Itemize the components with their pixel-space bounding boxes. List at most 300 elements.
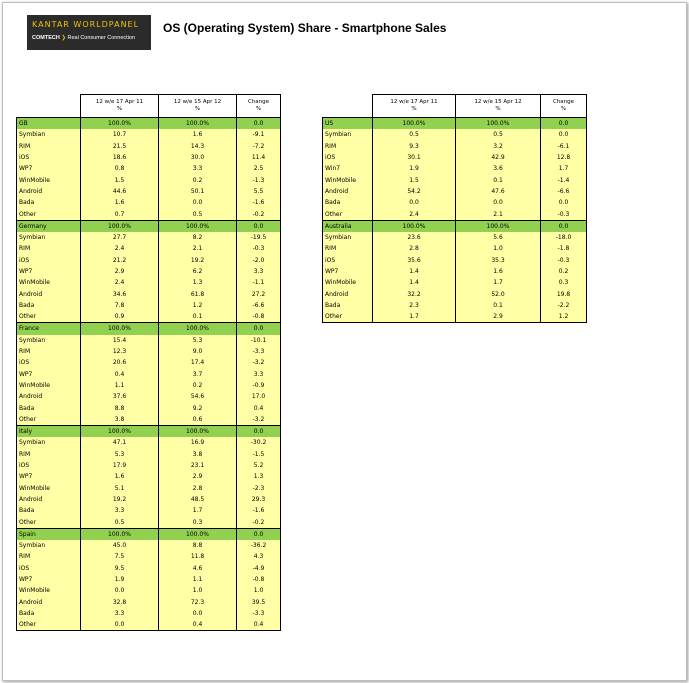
- table-row: [17, 608, 281, 619]
- os-name: Android: [17, 596, 81, 607]
- os-name: Other: [17, 619, 81, 631]
- share-cell: 35.6: [373, 255, 456, 266]
- table-row: [323, 288, 587, 299]
- logo-subline: [32, 35, 135, 41]
- share-cell: 1.7: [159, 505, 237, 516]
- country-total-row: [17, 528, 281, 540]
- share-cell: 2.8: [373, 243, 456, 254]
- share-cell: 17.4: [159, 357, 237, 368]
- share-cell: 2.3: [373, 300, 456, 311]
- change-cell: -2.0: [237, 255, 281, 266]
- share-cell: 2.4: [81, 243, 159, 254]
- country-name: Spain: [17, 528, 81, 540]
- change-cell: 19.8: [541, 288, 587, 299]
- change-cell: -3.2: [237, 414, 281, 426]
- country-total-row: [17, 426, 281, 438]
- os-name: WinMobile: [17, 174, 81, 185]
- share-cell: 37.6: [81, 391, 159, 402]
- share-cell: 0.5: [373, 129, 456, 140]
- os-name: Android: [17, 186, 81, 197]
- table-row: [17, 255, 281, 266]
- change-cell: -0.8: [237, 574, 281, 585]
- share-cell: 0.2: [159, 174, 237, 185]
- total-cell: 100.0%: [81, 528, 159, 540]
- chevron-right-icon: ❯: [61, 35, 66, 41]
- table-row: [17, 346, 281, 357]
- share-cell: 5.1: [81, 483, 159, 494]
- share-cell: 30.0: [159, 152, 237, 163]
- change-cell: -0.2: [237, 208, 281, 220]
- share-cell: 0.1: [456, 300, 541, 311]
- share-cell: 1.6: [81, 197, 159, 208]
- os-name: iOS: [323, 152, 373, 163]
- share-cell: 4.6: [159, 563, 237, 574]
- share-cell: 1.6: [456, 266, 541, 277]
- share-cell: 0.4: [81, 369, 159, 380]
- country-total-row: [17, 323, 281, 335]
- os-name: Bada: [323, 300, 373, 311]
- change-cell: 12.8: [541, 152, 587, 163]
- share-cell: 2.1: [456, 208, 541, 220]
- table-row: [17, 288, 281, 299]
- os-name: RIM: [17, 551, 81, 562]
- table-row: [323, 163, 587, 174]
- os-name: Android: [17, 391, 81, 402]
- table-row: [17, 243, 281, 254]
- os-name: WinMobile: [17, 483, 81, 494]
- share-cell: 5.3: [159, 335, 237, 346]
- share-cell: 0.2: [159, 380, 237, 391]
- table-row: [17, 494, 281, 505]
- total-cell: 100.0%: [81, 118, 159, 130]
- change-cell: 0.2: [541, 266, 587, 277]
- os-name: Android: [323, 186, 373, 197]
- total-cell: 100.0%: [159, 118, 237, 130]
- change-cell: 4.3: [237, 551, 281, 562]
- os-name: WP7: [17, 266, 81, 277]
- share-cell: 35.3: [456, 255, 541, 266]
- os-name: iOS: [17, 255, 81, 266]
- change-cell: -18.0: [541, 232, 587, 243]
- change-cell: -1.4: [541, 174, 587, 185]
- share-cell: 2.9: [159, 471, 237, 482]
- table-row: [323, 152, 587, 163]
- share-cell: 1.7: [373, 311, 456, 323]
- os-name: Other: [17, 516, 81, 528]
- table-row: [323, 129, 587, 140]
- os-name: Other: [17, 414, 81, 426]
- country-total-row: [323, 118, 587, 130]
- share-cell: 0.1: [456, 174, 541, 185]
- share-cell: 27.7: [81, 232, 159, 243]
- column-header: 12 w/e 15 Apr 12 %: [456, 95, 541, 118]
- table-row: [17, 402, 281, 413]
- os-name: WinMobile: [323, 174, 373, 185]
- share-cell: 1.5: [81, 174, 159, 185]
- table-row: [17, 186, 281, 197]
- share-cell: 0.5: [81, 516, 159, 528]
- table-row: [17, 505, 281, 516]
- share-cell: 0.4: [159, 619, 237, 631]
- total-cell: 100.0%: [81, 426, 159, 438]
- change-cell: 3.3: [237, 369, 281, 380]
- share-cell: 3.3: [159, 163, 237, 174]
- change-cell: -9.1: [237, 129, 281, 140]
- os-name: Symbian: [17, 335, 81, 346]
- os-name: Other: [17, 311, 81, 323]
- share-cell: 1.3: [159, 277, 237, 288]
- column-header: Change %: [541, 95, 587, 118]
- share-cell: 0.0: [159, 197, 237, 208]
- os-name: Symbian: [17, 232, 81, 243]
- os-name: iOS: [323, 255, 373, 266]
- share-cell: 1.1: [81, 380, 159, 391]
- share-cell: 50.1: [159, 186, 237, 197]
- share-cell: 1.0: [456, 243, 541, 254]
- share-cell: 1.6: [81, 471, 159, 482]
- logo-brand: KANTAR WORLDPANEL: [32, 20, 140, 29]
- table-row: [17, 574, 281, 585]
- share-cell: 0.7: [81, 208, 159, 220]
- change-cell: -4.9: [237, 563, 281, 574]
- os-name: WinMobile: [17, 585, 81, 596]
- table-row: [17, 551, 281, 562]
- share-cell: 9.5: [81, 563, 159, 574]
- table-row: [17, 596, 281, 607]
- total-cell: 0.0: [237, 323, 281, 335]
- share-cell: 52.0: [456, 288, 541, 299]
- change-cell: 29.3: [237, 494, 281, 505]
- kantar-worldpanel-logo: [27, 15, 151, 50]
- logo-division: COMTECH: [32, 35, 60, 41]
- share-cell: 3.2: [456, 141, 541, 152]
- change-cell: -6.6: [237, 300, 281, 311]
- change-cell: -0.9: [237, 380, 281, 391]
- os-name: Symbian: [17, 129, 81, 140]
- os-name: Other: [323, 311, 373, 323]
- change-cell: 1.7: [541, 163, 587, 174]
- share-cell: 9.0: [159, 346, 237, 357]
- table-row: [17, 471, 281, 482]
- os-name: Bada: [323, 197, 373, 208]
- os-name: Bada: [17, 300, 81, 311]
- total-cell: 100.0%: [373, 118, 456, 130]
- table-row: [323, 300, 587, 311]
- share-cell: 9.3: [373, 141, 456, 152]
- os-name: RIM: [17, 449, 81, 460]
- table-row: [17, 516, 281, 528]
- share-cell: 0.1: [159, 311, 237, 323]
- share-cell: 61.8: [159, 288, 237, 299]
- change-cell: 0.3: [541, 277, 587, 288]
- table-row: [323, 277, 587, 288]
- table-row: [17, 208, 281, 220]
- os-name: Win7: [323, 163, 373, 174]
- table-row: [17, 232, 281, 243]
- share-cell: 11.8: [159, 551, 237, 562]
- country-name: France: [17, 323, 81, 335]
- share-cell: 2.4: [81, 277, 159, 288]
- share-cell: 18.6: [81, 152, 159, 163]
- country-name: Australia: [323, 220, 373, 232]
- table-row: [17, 369, 281, 380]
- change-cell: -6.6: [541, 186, 587, 197]
- table-row: [17, 391, 281, 402]
- change-cell: -1.8: [541, 243, 587, 254]
- change-cell: -3.3: [237, 346, 281, 357]
- change-cell: -2.3: [237, 483, 281, 494]
- share-cell: 45.0: [81, 540, 159, 551]
- share-cell: 34.6: [81, 288, 159, 299]
- share-cell: 54.2: [373, 186, 456, 197]
- change-cell: -2.2: [541, 300, 587, 311]
- share-cell: 16.9: [159, 437, 237, 448]
- share-cell: 0.9: [81, 311, 159, 323]
- share-cell: 19.2: [159, 255, 237, 266]
- change-cell: -0.8: [237, 311, 281, 323]
- table-row: [323, 255, 587, 266]
- share-cell: 47.1: [81, 437, 159, 448]
- os-name: Android: [323, 288, 373, 299]
- share-cell: 0.0: [81, 585, 159, 596]
- share-cell: 1.4: [373, 266, 456, 277]
- total-cell: 100.0%: [456, 220, 541, 232]
- country-total-row: [323, 220, 587, 232]
- share-cell: 15.4: [81, 335, 159, 346]
- share-cell: 3.3: [81, 505, 159, 516]
- table-row: [17, 129, 281, 140]
- share-cell: 3.7: [159, 369, 237, 380]
- os-share-table-left: [16, 94, 281, 631]
- share-cell: 12.3: [81, 346, 159, 357]
- total-cell: 0.0: [541, 118, 587, 130]
- share-cell: 21.2: [81, 255, 159, 266]
- table-row: [323, 141, 587, 152]
- change-cell: 11.4: [237, 152, 281, 163]
- table-row: [17, 460, 281, 471]
- os-name: Symbian: [323, 129, 373, 140]
- os-name: iOS: [17, 152, 81, 163]
- share-cell: 3.8: [81, 414, 159, 426]
- os-name: WP7: [17, 163, 81, 174]
- table-row: [323, 243, 587, 254]
- table-row: [17, 540, 281, 551]
- table-row: [17, 357, 281, 368]
- share-cell: 72.3: [159, 596, 237, 607]
- change-cell: -0.3: [541, 255, 587, 266]
- share-cell: 1.2: [159, 300, 237, 311]
- table-row: [17, 563, 281, 574]
- table-row: [17, 197, 281, 208]
- os-name: WinMobile: [17, 380, 81, 391]
- share-cell: 5.3: [81, 449, 159, 460]
- share-cell: 8.8: [81, 402, 159, 413]
- share-cell: 0.6: [159, 414, 237, 426]
- os-name: RIM: [323, 243, 373, 254]
- os-name: WP7: [323, 266, 373, 277]
- change-cell: -1.5: [237, 449, 281, 460]
- total-cell: 100.0%: [159, 323, 237, 335]
- os-name: WP7: [17, 369, 81, 380]
- page-title: OS (Operating System) Share - Smartphone Sales: [163, 21, 447, 35]
- change-cell: 0.0: [541, 129, 587, 140]
- table-row: [17, 380, 281, 391]
- os-name: RIM: [323, 141, 373, 152]
- change-cell: 27.2: [237, 288, 281, 299]
- share-cell: 9.2: [159, 402, 237, 413]
- change-cell: -0.3: [237, 243, 281, 254]
- os-name: WP7: [17, 471, 81, 482]
- change-cell: 1.3: [237, 471, 281, 482]
- table-row: [17, 619, 281, 631]
- change-cell: 3.3: [237, 266, 281, 277]
- table-row: [323, 208, 587, 220]
- share-cell: 14.3: [159, 141, 237, 152]
- country-name: Italy: [17, 426, 81, 438]
- os-name: WP7: [17, 574, 81, 585]
- table-row: [17, 585, 281, 596]
- logo-tagline: Real Consumer Connection: [67, 35, 136, 41]
- total-cell: 0.0: [237, 528, 281, 540]
- country-name: GB: [17, 118, 81, 130]
- table-row: [17, 335, 281, 346]
- share-cell: 1.0: [159, 585, 237, 596]
- table-row: [17, 174, 281, 185]
- change-cell: -0.2: [237, 516, 281, 528]
- column-header: 12 w/e 15 Apr 12 %: [159, 95, 237, 118]
- change-cell: 2.5: [237, 163, 281, 174]
- share-cell: 42.9: [456, 152, 541, 163]
- change-cell: -3.2: [237, 357, 281, 368]
- share-cell: 2.8: [159, 483, 237, 494]
- share-cell: 23.6: [373, 232, 456, 243]
- os-name: Bada: [17, 197, 81, 208]
- total-cell: 100.0%: [373, 220, 456, 232]
- total-cell: 100.0%: [159, 220, 237, 232]
- os-share-table-right: [322, 94, 587, 323]
- table-row: [323, 186, 587, 197]
- share-cell: 0.3: [159, 516, 237, 528]
- os-name: RIM: [17, 243, 81, 254]
- share-cell: 8.8: [159, 540, 237, 551]
- share-cell: 23.1: [159, 460, 237, 471]
- total-cell: 100.0%: [81, 220, 159, 232]
- os-name: Bada: [17, 402, 81, 413]
- share-cell: 47.6: [456, 186, 541, 197]
- country-name: Germany: [17, 220, 81, 232]
- change-cell: 17.0: [237, 391, 281, 402]
- share-cell: 5.6: [456, 232, 541, 243]
- country-total-row: [17, 118, 281, 130]
- share-cell: 54.6: [159, 391, 237, 402]
- table-row: [17, 152, 281, 163]
- share-cell: 2.9: [456, 311, 541, 323]
- os-name: iOS: [17, 563, 81, 574]
- share-cell: 8.2: [159, 232, 237, 243]
- share-cell: 0.5: [159, 208, 237, 220]
- share-cell: 0.0: [81, 619, 159, 631]
- total-cell: 0.0: [541, 220, 587, 232]
- share-cell: 1.1: [159, 574, 237, 585]
- os-name: Other: [17, 208, 81, 220]
- table-row: [323, 197, 587, 208]
- table-row: [323, 232, 587, 243]
- change-cell: -30.2: [237, 437, 281, 448]
- change-cell: -10.1: [237, 335, 281, 346]
- table-row: [17, 414, 281, 426]
- country-name: US: [323, 118, 373, 130]
- change-cell: -6.1: [541, 141, 587, 152]
- change-cell: -3.3: [237, 608, 281, 619]
- os-name: Android: [17, 288, 81, 299]
- share-cell: 19.2: [81, 494, 159, 505]
- table-row: [17, 266, 281, 277]
- share-cell: 17.9: [81, 460, 159, 471]
- share-cell: 1.6: [159, 129, 237, 140]
- table-row: [323, 311, 587, 323]
- column-header: Change %: [237, 95, 281, 118]
- total-cell: 100.0%: [159, 426, 237, 438]
- total-cell: 100.0%: [159, 528, 237, 540]
- country-total-row: [17, 220, 281, 232]
- os-name: iOS: [17, 460, 81, 471]
- change-cell: -36.2: [237, 540, 281, 551]
- total-cell: 0.0: [237, 118, 281, 130]
- share-cell: 1.9: [373, 163, 456, 174]
- share-cell: 1.4: [373, 277, 456, 288]
- share-cell: 44.6: [81, 186, 159, 197]
- total-cell: 0.0: [237, 220, 281, 232]
- change-cell: 1.0: [237, 585, 281, 596]
- share-cell: 1.9: [81, 574, 159, 585]
- os-name: Bada: [17, 505, 81, 516]
- table-row: [17, 300, 281, 311]
- table-row: [17, 483, 281, 494]
- share-cell: 0.0: [456, 197, 541, 208]
- total-cell: 0.0: [237, 426, 281, 438]
- share-cell: 0.0: [373, 197, 456, 208]
- table-row: [17, 277, 281, 288]
- share-cell: 2.4: [373, 208, 456, 220]
- share-cell: 32.8: [81, 596, 159, 607]
- table-row: [323, 174, 587, 185]
- column-header: 12 w/e 17 Apr 11 %: [373, 95, 456, 118]
- os-name: Android: [17, 494, 81, 505]
- share-cell: 48.5: [159, 494, 237, 505]
- share-cell: 0.5: [456, 129, 541, 140]
- change-cell: 5.5: [237, 186, 281, 197]
- table-row: [17, 437, 281, 448]
- table-row: [323, 266, 587, 277]
- share-cell: 1.5: [373, 174, 456, 185]
- os-name: Bada: [17, 608, 81, 619]
- os-name: RIM: [17, 346, 81, 357]
- share-cell: 0.0: [159, 608, 237, 619]
- share-cell: 1.7: [456, 277, 541, 288]
- share-cell: 20.6: [81, 357, 159, 368]
- share-cell: 10.7: [81, 129, 159, 140]
- header-corner: [323, 95, 373, 118]
- change-cell: 0.4: [237, 619, 281, 631]
- table-row: [17, 449, 281, 460]
- share-cell: 3.6: [456, 163, 541, 174]
- share-cell: 3.3: [81, 608, 159, 619]
- change-cell: -7.2: [237, 141, 281, 152]
- os-name: Symbian: [17, 540, 81, 551]
- os-name: WinMobile: [323, 277, 373, 288]
- table-row: [17, 163, 281, 174]
- change-cell: -19.5: [237, 232, 281, 243]
